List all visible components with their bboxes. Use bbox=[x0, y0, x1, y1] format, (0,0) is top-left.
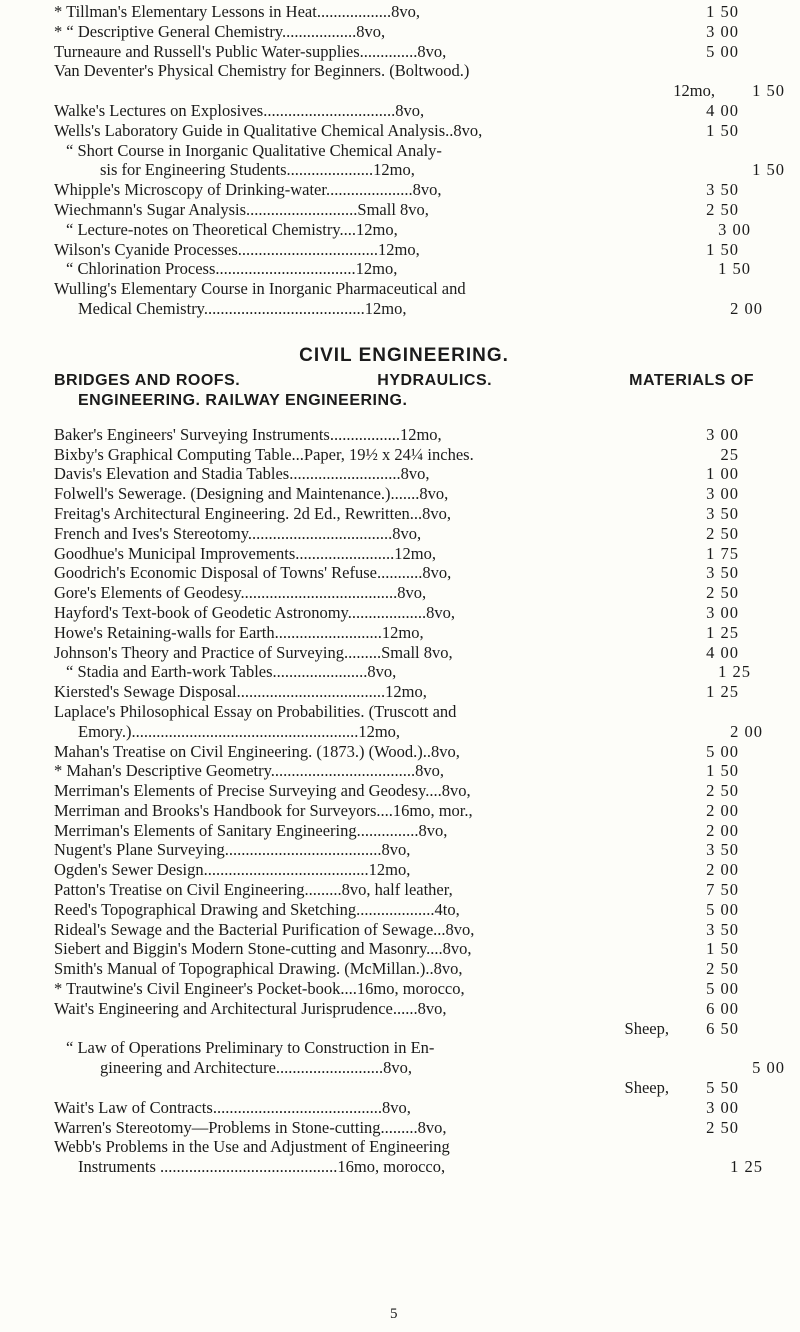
list-item bbox=[54, 999, 754, 1019]
book-price: 3 50 bbox=[706, 840, 739, 860]
book-price: 7 50 bbox=[706, 880, 739, 900]
book-price: 5 00 bbox=[752, 1058, 785, 1078]
book-title: Laplace's Philosophical Essay on Probabilities. (Truscott and bbox=[54, 701, 457, 721]
list-item bbox=[54, 141, 754, 161]
book-title: Van Deventer's Physical Chemistry for Beginners. (Boltwood.) bbox=[54, 61, 470, 81]
book-title: Goodhue's Municipal Improvements........................12mo, bbox=[54, 543, 436, 563]
book-price: 2 50 bbox=[706, 959, 739, 979]
book-title: Walke's Lectures on Explosives................................8vo, bbox=[54, 100, 425, 120]
list-item bbox=[54, 1098, 754, 1118]
book-price: 1 50 bbox=[706, 939, 739, 959]
book-price: 2 50 bbox=[706, 199, 739, 219]
list-item bbox=[54, 445, 754, 465]
list-item bbox=[54, 160, 785, 180]
book-title: Siebert and Biggin's Modern Stone-cutting and Masonry....8vo, bbox=[54, 939, 472, 959]
book-title: Ogden's Sewer Design........................................12mo, bbox=[54, 860, 411, 880]
book-price: 5 00 bbox=[706, 979, 739, 999]
list-item bbox=[54, 742, 754, 762]
list-item bbox=[54, 880, 754, 900]
book-price: 3 00 bbox=[718, 219, 751, 239]
book-price: 5 00 bbox=[706, 899, 739, 919]
list-item bbox=[54, 180, 754, 200]
book-title: Goodrich's Economic Disposal of Towns' Refuse...........8vo, bbox=[54, 563, 452, 583]
list-item bbox=[54, 279, 754, 299]
list-item bbox=[54, 821, 754, 841]
book-price: 3 00 bbox=[706, 602, 739, 622]
book-title: Wulling's Elementary Course in Inorganic Pharmaceutical and bbox=[54, 279, 466, 299]
book-price: 6 00 bbox=[706, 998, 739, 1018]
book-price: 1 50 bbox=[706, 120, 739, 140]
list-item bbox=[54, 22, 754, 42]
list-item bbox=[54, 959, 754, 979]
book-price: 3 50 bbox=[706, 563, 739, 583]
book-title: Sheep, bbox=[624, 1078, 669, 1098]
list-item bbox=[54, 1078, 754, 1098]
book-price: 6 50 bbox=[706, 1018, 739, 1038]
book-title: Warren's Stereotomy—Problems in Stone-cutting.........8vo, bbox=[54, 1117, 447, 1137]
book-title: Smith's Manual of Topographical Drawing. (McMillan.)..8vo, bbox=[54, 959, 463, 979]
list-item bbox=[54, 259, 754, 279]
book-price: 5 50 bbox=[706, 1078, 739, 1098]
book-title: Whipple's Microscopy of Drinking-water.....................8vo, bbox=[54, 180, 442, 200]
list-item bbox=[54, 801, 754, 821]
book-title: Hayford's Text-book of Geodetic Astronomy...................8vo, bbox=[54, 602, 455, 622]
book-price: 1 50 bbox=[706, 239, 739, 259]
list-item bbox=[54, 42, 754, 62]
book-title: gineering and Architecture..........................8vo, bbox=[100, 1058, 413, 1078]
chemistry-book-list bbox=[54, 0, 785, 319]
book-price: 1 00 bbox=[706, 464, 739, 484]
list-item bbox=[54, 939, 754, 959]
spacer bbox=[54, 411, 800, 425]
book-title: Reed's Topographical Drawing and Sketching...................4to, bbox=[54, 899, 460, 919]
list-item bbox=[54, 240, 754, 260]
book-price: 1 50 bbox=[752, 81, 785, 101]
book-title: Wiechmann's Sugar Analysis...........................Small 8vo, bbox=[54, 199, 429, 219]
book-price: 1 50 bbox=[752, 160, 785, 180]
list-item bbox=[54, 761, 754, 781]
book-price: 2 50 bbox=[706, 523, 739, 543]
book-price: 1 75 bbox=[706, 543, 739, 563]
list-item bbox=[54, 583, 754, 603]
book-title: Johnson's Theory and Practice of Surveying.........Small 8vo, bbox=[54, 642, 453, 662]
list-item bbox=[54, 81, 785, 101]
subheading-line-1 bbox=[54, 371, 754, 391]
list-item bbox=[54, 563, 754, 583]
book-price: 3 00 bbox=[706, 21, 739, 41]
book-price: 3 50 bbox=[706, 919, 739, 939]
book-title: Mahan's Treatise on Civil Engineering. (1873.) (Wood.)..8vo, bbox=[54, 741, 460, 761]
book-price: 1 25 bbox=[718, 662, 751, 682]
page-number: 5 bbox=[390, 1306, 398, 1322]
book-title: Freitag's Architectural Engineering. 2d Ed., Rewritten...8vo, bbox=[54, 503, 452, 523]
book-title: Sheep, bbox=[624, 1018, 669, 1038]
list-item bbox=[54, 2, 754, 22]
book-title: Gore's Elements of Geodesy......................................8vo, bbox=[54, 583, 427, 603]
list-item bbox=[54, 643, 754, 663]
list-item bbox=[54, 682, 754, 702]
book-price: 2 00 bbox=[730, 298, 763, 318]
list-item bbox=[54, 623, 754, 643]
list-item bbox=[54, 1038, 754, 1058]
book-title: Wait's Law of Contracts.........................................8vo, bbox=[54, 1097, 411, 1117]
list-item bbox=[54, 200, 754, 220]
book-price: 2 00 bbox=[706, 800, 739, 820]
list-item bbox=[54, 504, 754, 524]
list-item bbox=[54, 1157, 763, 1177]
book-title: Merriman's Elements of Sanitary Engineering...............8vo, bbox=[54, 820, 448, 840]
book-title: Howe's Retaining-walls for Earth..........................12mo, bbox=[54, 622, 424, 642]
book-title: Merriman's Elements of Precise Surveying and Geodesy....8vo, bbox=[54, 781, 471, 801]
book-title: “ Lecture-notes on Theoretical Chemistry....12mo, bbox=[66, 219, 398, 239]
list-item bbox=[54, 781, 754, 801]
book-title: Merriman and Brooks's Handbook for Surveyors....16mo, mor., bbox=[54, 800, 473, 820]
civil-engineering-book-list bbox=[54, 424, 785, 1177]
book-title: Nugent's Plane Surveying......................................8vo, bbox=[54, 840, 411, 860]
book-title: “ Law of Operations Preliminary to Construction in En- bbox=[66, 1038, 435, 1058]
section-title: CIVIL ENGINEERING. bbox=[299, 344, 509, 366]
book-title: * Trautwine's Civil Engineer's Pocket-book....16mo, morocco, bbox=[54, 979, 465, 999]
book-price: 2 50 bbox=[706, 1117, 739, 1137]
list-item bbox=[54, 1137, 754, 1157]
book-title: Wilson's Cyanide Processes..................................12mo, bbox=[54, 239, 420, 259]
book-price: 3 00 bbox=[706, 484, 739, 504]
book-price: 1 25 bbox=[706, 622, 739, 642]
book-price: 2 00 bbox=[706, 820, 739, 840]
book-price: 25 bbox=[720, 444, 739, 464]
book-title: French and Ives's Stereotomy...................................8vo, bbox=[54, 523, 422, 543]
list-item bbox=[54, 484, 754, 504]
book-price: 4 00 bbox=[706, 100, 739, 120]
book-title: * Mahan's Descriptive Geometry...................................8vo, bbox=[54, 761, 445, 781]
list-item bbox=[54, 101, 754, 121]
book-title: Turneaure and Russell's Public Water-supplies..............8vo, bbox=[54, 41, 447, 61]
book-title: Wait's Engineering and Architectural Jurisprudence......8vo, bbox=[54, 998, 447, 1018]
subheading-line-2: ENGINEERING. RAILWAY ENGINEERING. bbox=[78, 391, 408, 409]
book-price: 3 00 bbox=[706, 1097, 739, 1117]
list-item bbox=[54, 603, 754, 623]
list-item bbox=[54, 464, 754, 484]
spacer bbox=[54, 319, 800, 341]
book-title: “ Short Course in Inorganic Qualitative Chemical Analy- bbox=[66, 140, 442, 160]
book-title: Bixby's Graphical Computing Table...Paper, 19½ x 24¼ inches. bbox=[54, 444, 474, 464]
book-price: 1 25 bbox=[706, 682, 739, 702]
list-item bbox=[54, 702, 754, 722]
book-title: Instruments ...........................................16mo, morocco, bbox=[78, 1157, 446, 1177]
book-price: 5 00 bbox=[706, 741, 739, 761]
book-price: 1 50 bbox=[706, 761, 739, 781]
book-title: * Tillman's Elementary Lessons in Heat..................8vo, bbox=[54, 2, 420, 21]
book-title: Patton's Treatise on Civil Engineering.........8vo, half leather, bbox=[54, 880, 453, 900]
book-title: Wells's Laboratory Guide in Qualitative Chemical Analysis..8vo, bbox=[54, 120, 483, 140]
book-price: 2 00 bbox=[706, 860, 739, 880]
list-item bbox=[54, 544, 754, 564]
list-item bbox=[54, 61, 754, 81]
book-title: Emory.).......................................................12mo, bbox=[78, 721, 401, 741]
book-title: sis for Engineering Students.....................12mo, bbox=[100, 160, 415, 180]
list-item bbox=[54, 1058, 785, 1078]
book-price: 2 00 bbox=[730, 721, 763, 741]
list-item bbox=[54, 524, 754, 544]
list-item bbox=[54, 920, 754, 940]
list-item bbox=[54, 840, 754, 860]
book-title: “ Stadia and Earth-work Tables.......................8vo, bbox=[66, 662, 397, 682]
book-title: 12mo, bbox=[673, 81, 715, 101]
subheading-materials: MATERIALS OF bbox=[629, 371, 754, 389]
list-item bbox=[54, 900, 754, 920]
book-title: Webb's Problems in the Use and Adjustment of Engineering bbox=[54, 1137, 450, 1157]
list-item bbox=[54, 425, 754, 445]
book-title: Baker's Engineers' Surveying Instruments.................12mo, bbox=[54, 424, 442, 444]
list-item bbox=[54, 721, 763, 742]
book-price: 2 50 bbox=[706, 583, 739, 603]
list-item bbox=[54, 220, 754, 240]
list-item bbox=[54, 860, 754, 880]
book-title: Medical Chemistry.......................................12mo, bbox=[78, 298, 407, 318]
book-title: Davis's Elevation and Stadia Tables...........................8vo, bbox=[54, 464, 430, 484]
list-item bbox=[54, 1118, 754, 1138]
book-price: 1 50 bbox=[718, 259, 751, 279]
subheading-hydraulics: HYDRAULICS. bbox=[377, 371, 493, 389]
list-item bbox=[54, 298, 763, 319]
book-price: 1 25 bbox=[730, 1157, 763, 1177]
book-title: “ Chlorination Process..................................12mo, bbox=[66, 259, 398, 279]
list-item bbox=[54, 662, 754, 682]
book-title: Rideal's Sewage and the Bacterial Purification of Sewage...8vo, bbox=[54, 919, 475, 939]
book-price: 2 50 bbox=[706, 781, 739, 801]
book-price: 1 50 bbox=[706, 2, 739, 21]
book-price: 5 00 bbox=[706, 41, 739, 61]
book-title: Kiersted's Sewage Disposal....................................12mo, bbox=[54, 682, 427, 702]
list-item bbox=[54, 979, 754, 999]
book-price: 4 00 bbox=[706, 642, 739, 662]
list-item bbox=[54, 121, 754, 141]
book-price: 3 00 bbox=[706, 424, 739, 444]
book-price: 3 50 bbox=[706, 180, 739, 200]
list-item bbox=[54, 1019, 754, 1039]
subheading-bridges: BRIDGES AND ROOFS. bbox=[54, 371, 241, 389]
book-title: * “ Descriptive General Chemistry..................8vo, bbox=[54, 21, 386, 41]
book-title: Folwell's Sewerage. (Designing and Maintenance.).......8vo, bbox=[54, 484, 449, 504]
book-price: 3 50 bbox=[706, 503, 739, 523]
